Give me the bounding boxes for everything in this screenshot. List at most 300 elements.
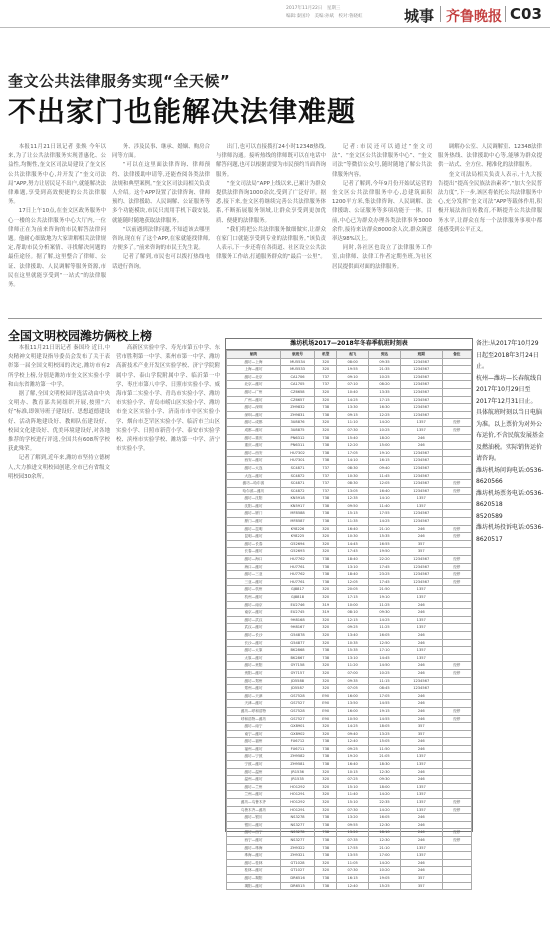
table-cell: 246 (400, 814, 442, 822)
table-cell: 246 (400, 821, 442, 829)
table-cell: 246 (400, 715, 442, 723)
table-cell: 桂林—潍坊 (227, 867, 281, 875)
table-row (227, 556, 472, 564)
table-cell (442, 647, 471, 655)
table-cell: 1234567 (400, 358, 442, 366)
table-cell: 21:10 (369, 844, 401, 852)
table-cell: MF8587 (280, 518, 314, 526)
table-cell: 1357 (400, 502, 442, 510)
table-row (227, 366, 472, 374)
table-cell: 08:30 (337, 480, 369, 488)
table-cell: 738 (315, 434, 337, 442)
table-cell: 1357 (400, 495, 442, 503)
table-cell: NS3277 (280, 837, 314, 845)
paragraph: 同时,各社区也设立了法律服务工作室,由律师、法律工作者定期坐班,为社区居民提供面对面的法律服务。 (332, 245, 432, 270)
table-cell: 738 (315, 829, 337, 837)
table-cell: 兰州—潍坊 (227, 791, 281, 799)
table-cell: 320 (315, 525, 337, 533)
table-cell: 经停 (442, 707, 471, 715)
table-row (227, 442, 472, 450)
table-cell (442, 510, 471, 518)
table-cell: 14:20 (369, 419, 401, 427)
table-cell: 14:25 (337, 723, 369, 731)
table-cell: HU7762 (280, 556, 314, 564)
table-cell: ZH9321 (280, 852, 314, 860)
table-cell: 11:05 (337, 859, 369, 867)
table-cell: 20:05 (337, 586, 369, 594)
table-cell (442, 738, 471, 746)
table-cell: 1234567 (400, 373, 442, 381)
table-cell: 13:25 (369, 730, 401, 738)
paragraph: “可以在这里面法律咨询、律师预约、法律援助申请等,还能查阅各类法律法规和典型案例。”奎文区司法局相关负责人介绍。这个APP设置了法律咨询、律师预约、法律援助、人民调解、公证服务等多个功能模块,市民只需用手机下载安装,就能随时随地获取法律服务。 (112, 162, 210, 224)
table-cell: 1234567 (400, 366, 442, 374)
table-cell: 1357 (400, 586, 442, 594)
table-cell (442, 844, 471, 852)
table-cell: 大连—潍坊 (227, 472, 281, 480)
table-cell: 15:35 (337, 647, 369, 655)
table-cell: 13:20 (337, 829, 369, 837)
table-cell: 1357 (400, 806, 442, 814)
table-cell: 16:40 (337, 525, 369, 533)
table-cell: GJ8817 (280, 586, 314, 594)
article1-headline: 不出家门也能解决法律难题 (8, 95, 357, 128)
table-cell: KN5917 (280, 502, 314, 510)
table-row (227, 548, 472, 556)
table-cell: HU7762 (280, 571, 314, 579)
table-cell: 246 (400, 434, 442, 442)
table-cell: 12:50 (369, 639, 401, 647)
table-cell: GX8902 (280, 730, 314, 738)
table-cell: 18:40 (337, 556, 369, 564)
table-cell: 15:40 (337, 434, 369, 442)
table-cell (442, 388, 471, 396)
table-cell: 357 (400, 730, 442, 738)
table-cell: 11:10 (337, 419, 369, 427)
table-cell: 738 (315, 821, 337, 829)
table-cell: HO1291 (280, 791, 314, 799)
table-cell: 经停 (442, 837, 471, 845)
table-cell: 潍坊—南宁 (227, 723, 281, 731)
table-cell: 潍坊—杭州 (227, 586, 281, 594)
table-row (227, 791, 472, 799)
table-cell: 12:35 (337, 495, 369, 503)
paragraph: “我们将把公共法律服务做细做实,让群众在家门口就能享受到专业的法律服务。”该负责人表示,下一步还将在各街道、社区设立公共法律服务工作站,打通服务群众的“最后一公里”。 (216, 226, 326, 261)
table-cell: HO1292 (280, 783, 314, 791)
table-cell: 1234567 (400, 457, 442, 465)
note-text: 潍坊机场票务电话:0536-8620518 (476, 489, 544, 508)
table-cell: 福州—潍坊 (227, 745, 281, 753)
table-cell: 重庆—潍坊 (227, 442, 281, 450)
table-cell: 潍坊—西安 (227, 449, 281, 457)
table-row (227, 624, 472, 632)
table-cell: 320 (315, 867, 337, 875)
table-cell: 17:55 (337, 844, 369, 852)
table-cell: DR6515 (280, 882, 314, 890)
table-cell: 经停 (442, 480, 471, 488)
table-cell: 357 (400, 540, 442, 548)
header-divider-2 (505, 6, 506, 22)
table-cell: 1234567 (400, 677, 442, 685)
table-cell (442, 761, 471, 769)
table-cell: 320 (315, 396, 337, 404)
table-cell: 09:55 (337, 821, 369, 829)
table-cell: 10:25 (369, 426, 401, 434)
table-cell: 潍坊—沈阳 (227, 495, 281, 503)
table-cell: 1234567 (400, 556, 442, 564)
note-text: 8520589 (476, 512, 503, 520)
table-cell: 1234567 (400, 578, 442, 586)
table-body (227, 358, 472, 890)
table-cell: 1234567 (400, 480, 442, 488)
table-cell: 潍坊—呼和浩特 (227, 707, 281, 715)
table-cell: 潍坊—大连 (227, 464, 281, 472)
flight-timetable (225, 338, 473, 888)
table-cell: JD5588 (280, 677, 314, 685)
table-cell: 17:45 (369, 563, 401, 571)
note-text: 潍坊机场问询电话:0536-8620566 (476, 466, 544, 485)
table-cell: HU7302 (280, 449, 314, 457)
table-cell: JD5587 (280, 685, 314, 693)
table-row (227, 776, 472, 784)
table-cell: 09:25 (337, 624, 369, 632)
table-row (227, 563, 472, 571)
table-cell: 天津—潍坊 (227, 700, 281, 708)
column-header: 班期 (400, 351, 442, 359)
table-row (227, 700, 472, 708)
table-cell: 经停 (442, 426, 471, 434)
table-cell: 320 (315, 791, 337, 799)
table-cell (442, 358, 471, 366)
table-cell: 07:30 (337, 806, 369, 814)
table-cell: E90 (315, 700, 337, 708)
table-cell (442, 464, 471, 472)
table-cell: KN5918 (280, 495, 314, 503)
table-cell: 潍坊—南京 (227, 601, 281, 609)
table-cell (442, 692, 471, 700)
table-row (227, 434, 472, 442)
table-cell: 09:30 (369, 609, 401, 617)
table-cell: 12:20 (337, 442, 369, 450)
section-rule (8, 318, 542, 319)
table-cell: 13:05 (337, 487, 369, 495)
table-cell: ZH9582 (280, 753, 314, 761)
table-cell: 320 (315, 776, 337, 784)
table-cell: HO1292 (280, 799, 314, 807)
table-cell: PN6311 (280, 442, 314, 450)
table-row (227, 761, 472, 769)
table-cell: 246 (400, 829, 442, 837)
table-cell: 9H8168 (280, 616, 314, 624)
table-cell: 1357 (400, 624, 442, 632)
table-cell: 潍坊—桂林 (227, 859, 281, 867)
table-row (227, 852, 472, 860)
table-row (227, 578, 472, 586)
table-row (227, 616, 472, 624)
table-cell: 17:05 (337, 449, 369, 457)
table-cell: 1234567 (400, 388, 442, 396)
paragraph: 调解办公室、人民调解室、12348法律服务热线、法律援助中心等,能够为群众提供一站式、全方位、精准化的法律服务。 (438, 144, 542, 169)
table-cell: 17:10 (369, 647, 401, 655)
table-cell: EU2746 (280, 601, 314, 609)
table-cell (442, 502, 471, 510)
paragraph: 记者:市民还可以通过“奎文司法”、“奎文区公共法律服务中心”、“奎文司法”等微信公众号,随时随地了解公共法律服务内容。 (332, 144, 432, 178)
table-cell: 21:05 (369, 753, 401, 761)
table-cell: 经停 (442, 715, 471, 723)
table-cell: G54878 (280, 631, 314, 639)
table-cell: 14:20 (369, 859, 401, 867)
table-cell: 13:30 (337, 404, 369, 412)
table-cell: 737 (315, 472, 337, 480)
table-cell (442, 631, 471, 639)
table-cell: GY7158 (280, 662, 314, 670)
table-cell: 经停 (442, 571, 471, 579)
table-row (227, 837, 472, 845)
table-cell: FU6712 (280, 738, 314, 746)
table-cell: ZH9832 (280, 404, 314, 412)
article1-column-5 (438, 143, 542, 313)
table-cell: NS3278 (280, 814, 314, 822)
table-cell (442, 882, 471, 890)
table-cell: 23:25 (369, 571, 401, 579)
table-cell: 738 (315, 556, 337, 564)
table-cell (442, 685, 471, 693)
table-cell: KY8226 (280, 525, 314, 533)
table-cell: 07:25 (337, 776, 369, 784)
table-cell: HU7761 (280, 578, 314, 586)
table-cell: 潍坊—福州 (227, 738, 281, 746)
table-cell: 17:45 (369, 578, 401, 586)
table-cell: 738 (315, 852, 337, 860)
table-cell: 738 (315, 502, 337, 510)
table-cell: 737 (315, 480, 337, 488)
table-cell: 深圳—潍坊 (227, 411, 281, 419)
table-cell: 11:45 (369, 472, 401, 480)
table-row (227, 783, 472, 791)
table-row (227, 654, 472, 662)
paragraph: 记者了解到,近年来,潍坊市坚持立德树人,大力推进文明校园创建,全市已有省级文明校园30余所。 (8, 455, 110, 480)
table-cell (442, 396, 471, 404)
table-row (227, 669, 472, 677)
table-cell (442, 495, 471, 503)
table-cell: 320 (315, 685, 337, 693)
table-cell: 潍坊—成都 (227, 419, 281, 427)
table-cell: 18:10 (369, 829, 401, 837)
table-cell (442, 624, 471, 632)
table-cell: 12:05 (337, 578, 369, 586)
article1-column-1 (8, 143, 106, 313)
table-cell: 沈阳—潍坊 (227, 502, 281, 510)
table-cell: 738 (315, 563, 337, 571)
table-cell: 11:50 (369, 745, 401, 753)
table-row (227, 662, 472, 670)
table-row (227, 525, 472, 533)
table-cell: GT1027 (280, 867, 314, 875)
table-cell: 08:30 (337, 464, 369, 472)
table-row (227, 411, 472, 419)
table-cell: 357 (400, 874, 442, 882)
table-cell: 南京—潍坊 (227, 609, 281, 617)
table-cell: HU7761 (280, 563, 314, 571)
table-cell: 246 (400, 867, 442, 875)
table-cell: 经停 (442, 556, 471, 564)
table-cell: CA1706 (280, 373, 314, 381)
table-cell: 14:45 (337, 540, 369, 548)
section-label: 城事 (404, 7, 435, 25)
table-cell: 1234567 (400, 449, 442, 457)
paragraph: 本报11月21日讯记者 张焕 今年以来,为了让公共法律服务实现普惠化、公益性,均衡性,奎文区司法局建设了奎文区公共法律服务中心,并开发了“奎文司法局”APP,努力让居民足不出户,就能解决法律难题,享受到高效便捷的公共法律服务。 (8, 144, 106, 206)
table-cell (442, 791, 471, 799)
paragraph: 高新区实验中学、寿光市第五中学、东营市胜利第一中学、莱州市第一中学、潍坊高新技术产业开发区实验学校、济宁学院附属中学、泰山学院附属中学、临沂第一中学、枣庄市第八中学、日照市实验小学、威海市第二实验小学、青岛市实验小学、潍坊市实验小学、青岛市崂山区实验小学、潍坊市奎文区实验小学、济南市市中区实验小学、烟台市芝罘区实验小学、临沂市兰山区实验小学、日照市新营小学、泰安市实验学校、滨州市实验学校、潍坊第一中学、济宁市实验小学。 (116, 345, 220, 453)
table-cell: 西宁—潍坊 (227, 837, 281, 845)
table-cell: 经停 (442, 533, 471, 541)
table-cell: 10:35 (337, 639, 369, 647)
table-cell: 11:35 (337, 518, 369, 526)
table-cell: 厦门—潍坊 (227, 518, 281, 526)
table-cell: 潍坊—郑州 (227, 677, 281, 685)
table-row (227, 373, 472, 381)
table-row (227, 730, 472, 738)
table-cell: 上海—潍坊 (227, 366, 281, 374)
table-cell: JR1536 (280, 768, 314, 776)
table-row (227, 381, 472, 389)
table-cell: 320 (315, 662, 337, 670)
table-cell: E90 (315, 692, 337, 700)
table-cell: 16:15 (337, 874, 369, 882)
table-cell: 17:15 (337, 594, 369, 602)
table-cell: 19:20 (337, 753, 369, 761)
table-cell: 1357 (400, 616, 442, 624)
table-row (227, 631, 472, 639)
table-row (227, 609, 472, 617)
table-cell: 13:20 (337, 814, 369, 822)
table-cell: 11:25 (369, 601, 401, 609)
table-cell: 320 (315, 358, 337, 366)
table-cell: GS7528 (280, 707, 314, 715)
table-cell: 246 (400, 700, 442, 708)
table-cell: 9H8167 (280, 624, 314, 632)
table-cell: 246 (400, 631, 442, 639)
table-cell: 22:35 (369, 799, 401, 807)
table-row (227, 814, 472, 822)
table-cell: SC4872 (280, 487, 314, 495)
table-cell: 12:30 (369, 768, 401, 776)
table-cell: 738 (315, 457, 337, 465)
article2-headline: 全国文明校园潍坊俩校上榜 (8, 329, 153, 343)
table-cell: 16:05 (369, 814, 401, 822)
table-cell: 14:20 (369, 806, 401, 814)
table-cell: 1234567 (400, 685, 442, 693)
table-cell: ZH9831 (280, 411, 314, 419)
table-cell: 07:05 (337, 685, 369, 693)
table-cell: 17:05 (369, 692, 401, 700)
table-cell: 17:45 (337, 548, 369, 556)
table-cell: 14:45 (369, 654, 401, 662)
table-cell: 09:40 (369, 464, 401, 472)
editor-line: 编辑:秦国玲 美编:孙斌 校对:鲁晓虹 (286, 14, 363, 19)
table-cell: 三亚—潍坊 (227, 578, 281, 586)
table-cell: 1234567 (400, 510, 442, 518)
table-cell: 潍坊—长沙 (227, 631, 281, 639)
table-cell: 09:40 (337, 730, 369, 738)
table-cell: 738 (315, 442, 337, 450)
table-cell: GJ8818 (280, 594, 314, 602)
table-cell: 18:00 (369, 783, 401, 791)
table-cell: FU6711 (280, 745, 314, 753)
table-cell: 21:10 (369, 525, 401, 533)
table-cell: GS7528 (280, 692, 314, 700)
table-cell: 潍坊—揭阳 (227, 874, 281, 882)
timetable-table (226, 350, 472, 890)
note-text: 具体航班时刻以当日电脑为准。以上票价为对外公布运价,不含民航发展基金及燃油税。实际销售运价请咨询。 (476, 409, 544, 462)
table-row (227, 745, 472, 753)
table-cell: 宁波—潍坊 (227, 761, 281, 769)
table-cell (442, 449, 471, 457)
table-cell: 320 (315, 768, 337, 776)
table-cell: 1234567 (400, 464, 442, 472)
table-cell: 武汉—潍坊 (227, 624, 281, 632)
table-cell: 11:25 (369, 624, 401, 632)
table-cell: 经停 (442, 806, 471, 814)
table-cell: GT1028 (280, 859, 314, 867)
table-cell: 13:50 (337, 700, 369, 708)
table-row (227, 768, 472, 776)
table-cell: 246 (400, 662, 442, 670)
table-cell: 乌鲁木齐—潍坊 (227, 806, 281, 814)
table-row (227, 419, 472, 427)
table-cell: 320 (315, 388, 337, 396)
table-cell: 1234567 (400, 396, 442, 404)
note-text: 备注:从2017年10月29日起至2018年3月24日止。 (476, 340, 539, 370)
table-cell: 738 (315, 761, 337, 769)
table-cell: CA1705 (280, 381, 314, 389)
table-cell (442, 859, 471, 867)
table-cell (442, 594, 471, 602)
table-row (227, 358, 472, 366)
table-cell: 738 (315, 518, 337, 526)
table-cell: 738 (315, 578, 337, 586)
table-cell: 珠海—潍坊 (227, 852, 281, 860)
table-row (227, 715, 472, 723)
table-cell: 09:35 (369, 358, 401, 366)
table-cell: 14:10 (337, 457, 369, 465)
table-row (227, 601, 472, 609)
table-cell: 08:00 (337, 358, 369, 366)
table-cell: 09:10 (337, 373, 369, 381)
timetable-notes (476, 338, 544, 545)
paragraph: 务、涉及民事、继承、婚姻、购房合同等方面。 (112, 144, 210, 160)
table-cell (442, 867, 471, 875)
table-cell: 738 (315, 404, 337, 412)
table-cell: 738 (315, 882, 337, 890)
table-cell: 246 (400, 609, 442, 617)
table-cell: GS7527 (280, 700, 314, 708)
table-cell: 1357 (400, 753, 442, 761)
paragraph: “以前遇到法律问题,不知道该去哪里咨询,现在有了这个APP,在家就能找律师,方便多了。”前来咨询的市民王先生说。 (112, 226, 210, 252)
table-cell: 14:55 (369, 700, 401, 708)
table-cell: 15:35 (369, 533, 401, 541)
table-cell: 15:00 (369, 442, 401, 450)
column-header: 机型 (315, 351, 337, 359)
table-cell: E90 (315, 707, 337, 715)
table-cell: 1234567 (400, 404, 442, 412)
table-cell (442, 700, 471, 708)
table-row (227, 480, 472, 488)
paragraph: 本报11月21日讯记者 秦国玲 近日,中央精神文明建设指导委员会发布了关于表彰第一届全国文明校园的决定,潍坊市有2所学校上榜,分别是潍坊市奎文区实验小学和山东省潍坊第一中学。 (8, 345, 110, 388)
table-cell (442, 768, 471, 776)
table-cell: 11:40 (369, 502, 401, 510)
table-cell (442, 745, 471, 753)
table-cell: 18:05 (369, 723, 401, 731)
